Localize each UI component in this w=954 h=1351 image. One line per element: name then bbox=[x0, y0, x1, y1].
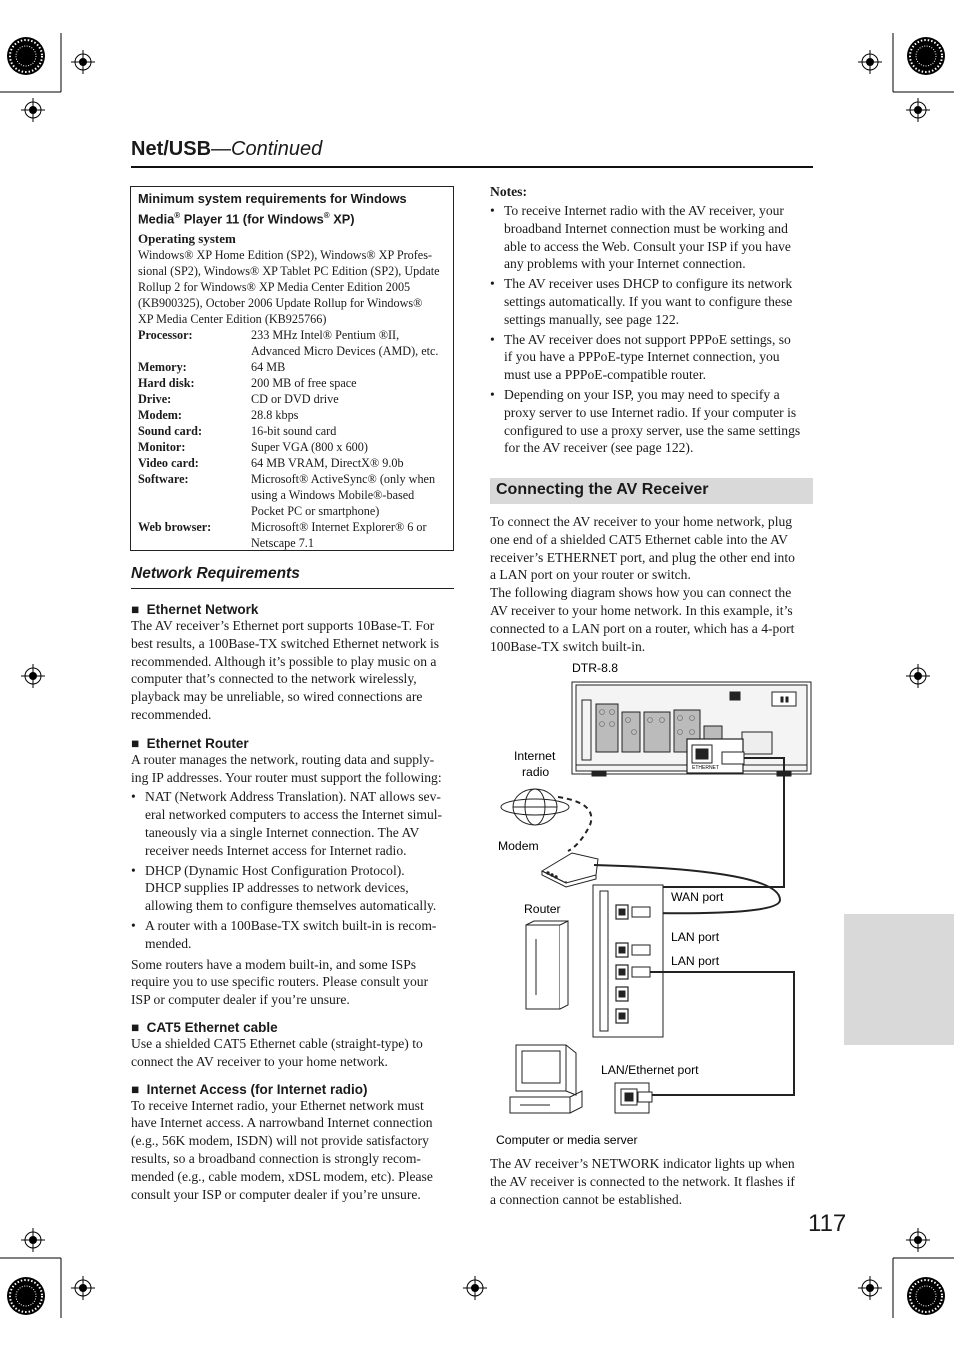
ethernet-router-list bbox=[131, 788, 455, 952]
spec-value-line: 64 MB bbox=[251, 360, 286, 375]
spec-value-line: Microsoft® ActiveSync® (only when bbox=[251, 472, 436, 487]
spec-key: Sound card: bbox=[138, 424, 203, 439]
spec-value bbox=[251, 407, 447, 423]
spec-row bbox=[138, 519, 447, 551]
header-title: Net/USB bbox=[131, 138, 212, 160]
connecting-line: receiver’s ETHERNET port, and plug the other end into bbox=[490, 549, 795, 565]
spec-value-line: Pocket PC or smartphone) bbox=[251, 504, 380, 519]
note-bullet-line: must use a PPPoE-compatible router. bbox=[504, 367, 706, 383]
internet-radio-globe bbox=[501, 789, 569, 825]
spec-key: Hard disk: bbox=[138, 376, 195, 391]
internet-access-line: To receive Internet radio, your Ethernet network must bbox=[131, 1097, 424, 1113]
cat5-text bbox=[131, 1035, 455, 1071]
note-bullet-line: any problems with your Internet connection. bbox=[504, 256, 746, 272]
router-bullet bbox=[131, 862, 455, 915]
ethernet-network-line: computer that’s connected to the network wirelessly, bbox=[131, 671, 417, 687]
spec-value bbox=[251, 455, 447, 471]
note-bullet-line: for the AV receiver (see page 122). bbox=[504, 440, 694, 456]
router-bullet-text bbox=[145, 917, 436, 953]
spec-row bbox=[138, 455, 447, 471]
bullet-dot: • bbox=[131, 862, 136, 878]
receiver-label: DTR-8.8 bbox=[572, 661, 619, 675]
side-tab bbox=[844, 914, 954, 1045]
lan-port-label-1: LAN port bbox=[671, 930, 720, 944]
note-bullet-line: To receive Internet radio with the AV receiver, your bbox=[504, 203, 784, 218]
spec-value bbox=[251, 471, 447, 519]
spec-value-line: 16-bit sound card bbox=[251, 424, 337, 439]
router-bullet-line: A router with a 100Base-TX switch built-in is recom- bbox=[145, 917, 437, 933]
spec-value bbox=[251, 423, 447, 439]
note-bullet bbox=[490, 386, 814, 457]
internet-access-heading: ■ Internet Access (for Internet radio) bbox=[131, 1081, 368, 1097]
router-bullet-line: mended. bbox=[145, 935, 192, 951]
notes-list bbox=[490, 202, 814, 457]
bullet-dot: • bbox=[490, 203, 495, 218]
note-bullet bbox=[490, 275, 814, 328]
note-bullet-text bbox=[504, 386, 800, 457]
spec-value-line: Netscape 7.1 bbox=[251, 536, 314, 551]
connecting-line: connected to a LAN port on a router, which has a 4-port bbox=[490, 620, 795, 636]
ethernet-network-line: best results, a 100Base-TX switched Ethernet network is bbox=[131, 635, 440, 651]
os-list bbox=[138, 247, 447, 327]
connecting-line: AV receiver to your home network. In this example, it’s bbox=[490, 602, 793, 618]
connecting-line: a connection cannot be established. bbox=[490, 1191, 683, 1207]
wan-port-label: WAN port bbox=[671, 890, 724, 904]
spec-value-line: 200 MB of free space bbox=[251, 376, 357, 391]
router-bullet-line: eral networked computers to access the Internet simul- bbox=[145, 807, 443, 823]
connecting-line: the AV receiver is connected to the network. It flashes if bbox=[490, 1173, 795, 1189]
note-bullet-line: The AV receiver uses DHCP to configure its network bbox=[504, 276, 793, 292]
spec-value bbox=[251, 439, 447, 455]
spec-row bbox=[138, 375, 447, 391]
note-bullet-line: if you have a PPPoE-type Internet connection, you bbox=[504, 349, 780, 365]
connecting-heading: Connecting the AV Receiver bbox=[490, 478, 813, 504]
router-bullet-text bbox=[145, 788, 442, 859]
router-bullet-line: DHCP supplies IP addresses to network devices, bbox=[145, 880, 409, 896]
internet-link-dashed bbox=[558, 797, 591, 851]
os-line: sional (SP2), Windows® XP Tablet PC Edition (SP2), Update bbox=[138, 264, 440, 279]
connecting-line: The following diagram shows how you can connect the bbox=[490, 585, 792, 601]
router-tower bbox=[526, 921, 568, 1009]
spec-key: Web browser: bbox=[138, 520, 212, 535]
internet-radio-label-2: radio bbox=[522, 765, 550, 779]
os-line: Windows® XP Home Edition (SP2), Windows® XP Profes- bbox=[138, 248, 433, 263]
bullet-dot: • bbox=[490, 386, 495, 402]
computer-icon bbox=[510, 1045, 582, 1113]
spec-key: Video card: bbox=[138, 456, 199, 471]
router-bullet-line: receiver needs Internet access for Internet radio. bbox=[145, 842, 407, 858]
spec-value-line: using a Windows Mobile®-based bbox=[251, 488, 415, 503]
system-requirements-box bbox=[130, 186, 454, 551]
os-heading: Operating system bbox=[138, 231, 236, 247]
spec-row bbox=[138, 423, 447, 439]
note-bullet-line: broadband Internet connection must be working and bbox=[504, 220, 788, 236]
ethernet-network-text bbox=[131, 617, 455, 724]
spec-value-line: 233 MHz Intel® Pentium ®II, bbox=[251, 328, 400, 343]
router-label: Router bbox=[524, 902, 561, 916]
spec-row bbox=[138, 359, 447, 375]
lan-ethernet-port-label: LAN/Ethernet port bbox=[601, 1063, 699, 1077]
spec-list bbox=[138, 327, 447, 551]
cat5-line: Use a shielded CAT5 Ethernet cable (straight-type) to bbox=[131, 1035, 423, 1051]
internet-access-line: have Internet access. A narrowband Internet connection bbox=[131, 1115, 433, 1131]
note-bullet-line: settings manually, see page 122. bbox=[504, 311, 680, 327]
header-subtitle: —Continued bbox=[211, 138, 323, 160]
spec-value-line: 64 MB VRAM, DirectX® 9.0b bbox=[251, 456, 404, 471]
connecting-paragraph-2 bbox=[490, 584, 814, 655]
left-column-body bbox=[131, 602, 455, 1203]
router-bullet-text bbox=[145, 862, 436, 915]
router-bullet-line: NAT (Network Address Translation). NAT allows sev- bbox=[145, 789, 441, 805]
spec-key: Software: bbox=[138, 472, 189, 487]
spec-key: Drive: bbox=[138, 392, 172, 407]
internet-access-line: results, so a broadband connection is strongly recom- bbox=[131, 1150, 421, 1166]
router-bullet bbox=[131, 788, 455, 859]
computer-label: Computer or media server bbox=[496, 1133, 638, 1147]
spec-row bbox=[138, 471, 447, 519]
bullet-dot: • bbox=[131, 917, 136, 933]
page-number: 117 bbox=[808, 1210, 847, 1237]
modem-icon bbox=[542, 853, 598, 887]
connecting-text bbox=[490, 513, 814, 655]
internet-radio-label-1: Internet bbox=[514, 749, 556, 763]
connecting-line: To connect the AV receiver to your home network, plug bbox=[490, 514, 793, 529]
spec-row bbox=[138, 439, 447, 455]
bullet-dot: • bbox=[490, 331, 495, 347]
spec-value bbox=[251, 519, 447, 551]
ethernet-network-line: The AV receiver’s Ethernet port supports 10Base-T. For bbox=[131, 618, 435, 633]
note-bullet-line: settings automatically. If you want to configure these bbox=[504, 293, 793, 309]
bullet-dot: • bbox=[490, 276, 495, 292]
ethernet-router-outro bbox=[131, 956, 455, 1009]
spec-value-line: Microsoft® Internet Explorer® 6 or bbox=[251, 520, 427, 535]
router-bullet-line: DHCP (Dynamic Host Configuration Protocol). bbox=[145, 862, 405, 878]
network-diagram bbox=[480, 655, 820, 1155]
spec-value-line: 28.8 kbps bbox=[251, 408, 299, 423]
spec-value bbox=[251, 375, 447, 391]
os-line: (KB900325), October 2006 Update Rollup for Windows® bbox=[138, 296, 423, 311]
cable-receiver-to-lan bbox=[650, 758, 784, 887]
note-bullet-line: proxy server to use Internet radio. If your computer is bbox=[504, 404, 797, 420]
ethernet-router-heading: ■ Ethernet Router bbox=[131, 735, 249, 751]
spec-value-line: Super VGA (800 x 600) bbox=[251, 440, 368, 455]
router-bullet-line: taneously via a single Internet connection. The AV bbox=[145, 824, 420, 840]
spec-row bbox=[138, 327, 447, 359]
spec-key: Modem: bbox=[138, 408, 182, 423]
ethernet-router-intro bbox=[131, 751, 455, 787]
spec-row bbox=[138, 407, 447, 423]
spec-key: Memory: bbox=[138, 360, 187, 375]
router-outro-line: ISP or computer dealer if you’re unsure. bbox=[131, 992, 350, 1008]
cat5-heading: ■ CAT5 Ethernet cable bbox=[131, 1019, 278, 1035]
internet-access-line: mended (e.g., cable modem, xDSL modem, etc). Please bbox=[131, 1168, 433, 1184]
internet-access-line: consult your ISP or computer dealer if you’re unsure. bbox=[131, 1186, 421, 1202]
note-bullet-line: Depending on your ISP, you may need to specify a bbox=[504, 386, 780, 402]
ethernet-network-line: recommended. bbox=[131, 706, 212, 722]
note-bullet-line: able to access the Web. Consult your ISP if you have bbox=[504, 238, 791, 254]
ethernet-network-heading: ■ Ethernet Network bbox=[131, 602, 259, 617]
router-outro-line: Some routers have a modem built-in, and some ISPs bbox=[131, 956, 417, 972]
notes-heading: Notes: bbox=[490, 184, 527, 199]
ethernet-small-label: ETHERNET bbox=[692, 765, 719, 771]
note-bullet-text bbox=[504, 331, 791, 384]
requirements-title: Minimum system requirements for Windows Media® Player 11 (for Windows® XP) bbox=[138, 191, 407, 227]
ethernet-network-line: recommended. Although it’s possible to play music on a bbox=[131, 653, 437, 669]
spec-key: Processor: bbox=[138, 328, 193, 343]
router-bullet bbox=[131, 917, 455, 953]
connecting-line: one end of a shielded CAT5 Ethernet cable into the AV bbox=[490, 531, 788, 547]
connecting-paragraph-1 bbox=[490, 513, 814, 584]
note-bullet bbox=[490, 331, 814, 384]
note-bullet bbox=[490, 202, 814, 273]
spec-key: Monitor: bbox=[138, 440, 186, 455]
spec-value-line: Advanced Micro Devices (AMD), etc. bbox=[251, 344, 439, 359]
connecting-paragraph-3 bbox=[490, 1155, 814, 1208]
note-bullet-text bbox=[504, 202, 791, 273]
spec-row bbox=[138, 391, 447, 407]
connecting-line: a LAN port on your router or switch. bbox=[490, 567, 691, 583]
note-bullet-text bbox=[504, 275, 792, 328]
router-intro-line: A router manages the network, routing data and supply- bbox=[131, 751, 435, 767]
spec-value-line: CD or DVD drive bbox=[251, 392, 339, 407]
bullet-dot: • bbox=[131, 789, 136, 805]
note-bullet-line: The AV receiver does not support PPPoE settings, so bbox=[504, 331, 791, 347]
page-header bbox=[131, 138, 813, 168]
ethernet-network-line: playback may be unreliable, so wired connections are bbox=[131, 689, 423, 705]
spec-value bbox=[251, 391, 447, 407]
internet-access-text bbox=[131, 1097, 455, 1204]
spec-value bbox=[251, 359, 447, 375]
router-intro-line: ing IP addresses. Your router must support the following: bbox=[131, 769, 442, 785]
spec-value bbox=[251, 327, 447, 359]
lan-port-label-2: LAN port bbox=[671, 954, 720, 968]
connecting-line: The AV receiver’s NETWORK indicator lights up when bbox=[490, 1156, 795, 1171]
router-outro-line: require you to use specific routers. Please consult your bbox=[131, 974, 429, 990]
os-line: XP Media Center Edition (KB925766) bbox=[138, 312, 327, 327]
cat5-line: connect the AV receiver to your home network. bbox=[131, 1053, 388, 1069]
note-bullet-line: configured to use a proxy server, use the same settings bbox=[504, 422, 801, 438]
router-bullet-line: allowing them to configure themselves automatically. bbox=[145, 898, 437, 914]
os-line: Rollup 2 for Windows® XP Media Center Edition 2005 bbox=[138, 280, 411, 295]
connecting-line: 100Base-TX switch built-in. bbox=[490, 638, 646, 654]
network-requirements-heading: Network Requirements bbox=[131, 565, 454, 589]
notes-section bbox=[490, 184, 814, 457]
modem-label: Modem bbox=[498, 839, 539, 853]
internet-access-line: (e.g., 56K modem, ISDN) will not provide satisfactory bbox=[131, 1133, 429, 1149]
